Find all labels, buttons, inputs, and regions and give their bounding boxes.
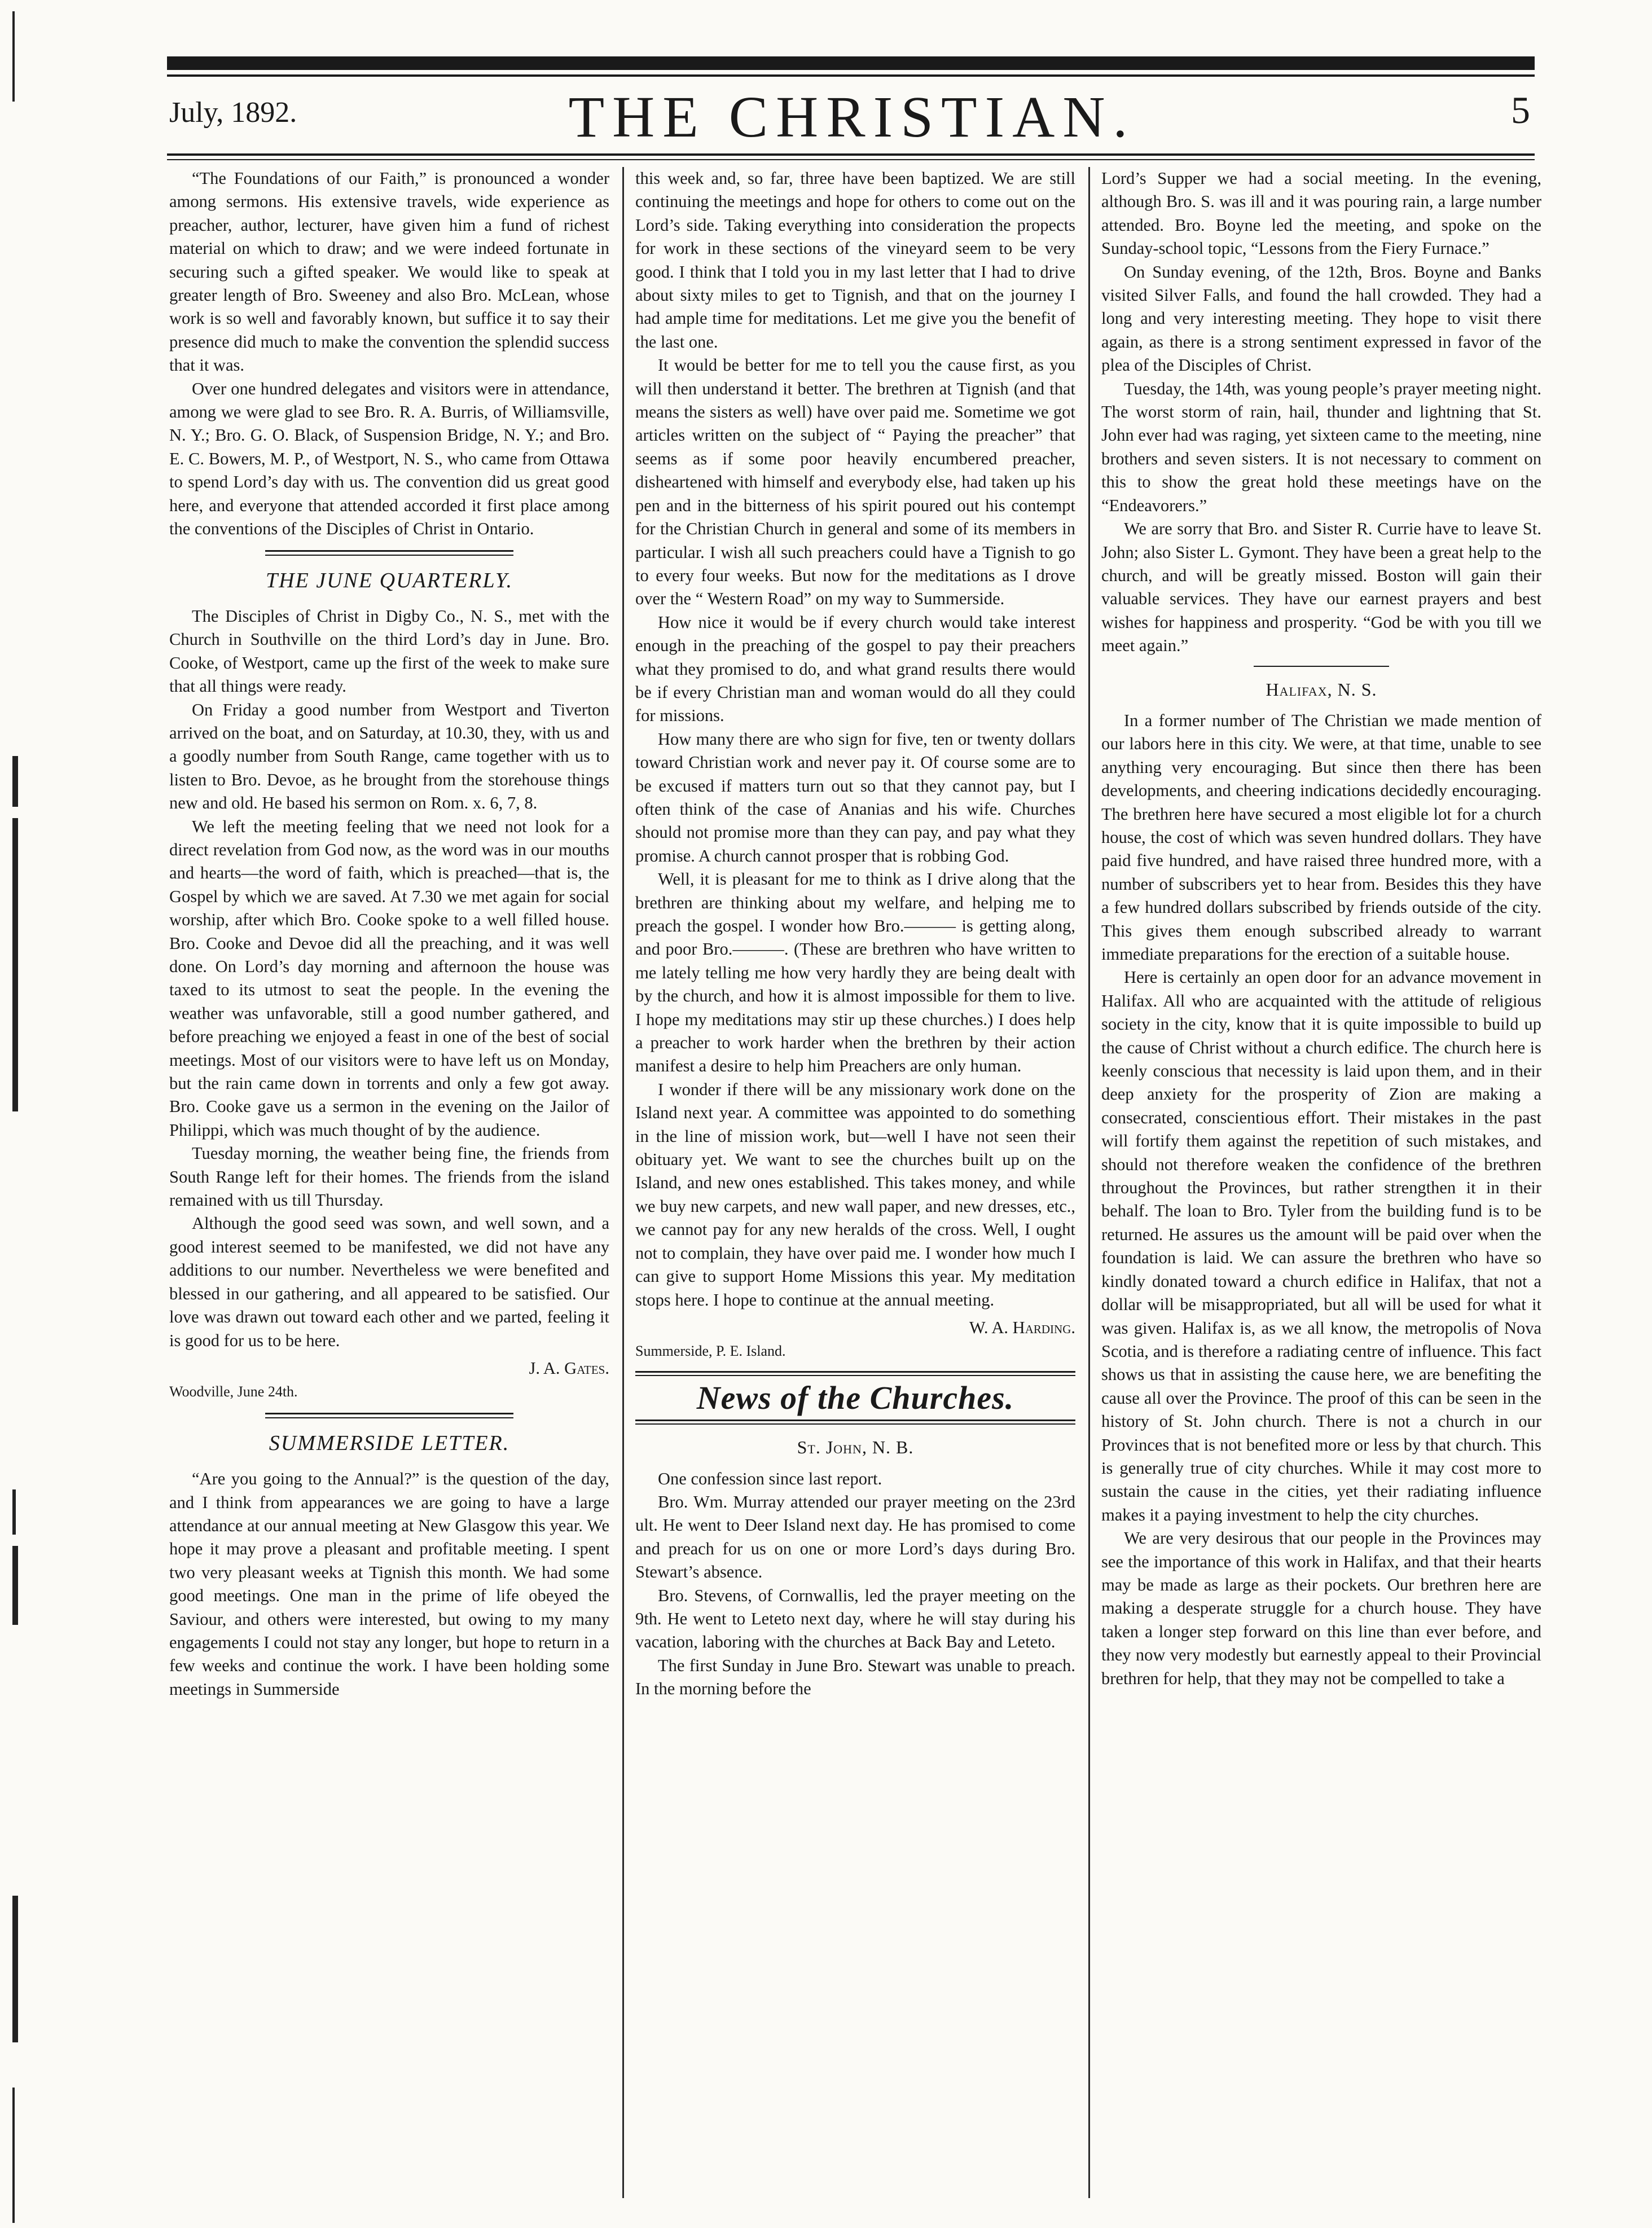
signature-harding: W. A. Harding. xyxy=(969,1317,1075,1337)
paragraph: How many there are who sign for five, ten or twenty dollars toward Christian work and never pay it. Of course some are to be excused if matters turn out so that they cannot pay, but I often think of the case of Ananias and his wife. Churches should not promise more than they can pay, and pay what they promise. A church cannot prosper that is robbing God. xyxy=(635,729,1075,865)
paragraph: Bro. Stevens, of Cornwallis, led the prayer meeting on the 9th. He went to Leteto next day, where he will stay during his vacation, laboring with the churches at Back Bay and Leteto. xyxy=(635,1585,1075,1652)
section-divider xyxy=(635,1371,1075,1373)
subheading-st-john: St. John, N. B. xyxy=(797,1437,914,1458)
paragraph: Well, it is pleasant for me to think as I drive along that the brethren are thinking about my welfare, and helping me to preach the gospel. I wonder how Bro.——— is getting along, and poor Bro.———. (These are brethren who have written to me lately telling me how very hardly they are being dealt with by the church, and how it is almost impossible for them to live. I hope my meditations may stir up these churches.) I does help a preacher to work harder when the brethren by their action manifest a desire to help him Preachers are only human. xyxy=(635,869,1075,1076)
binding-margin xyxy=(0,0,34,2228)
section-divider xyxy=(265,1413,513,1418)
paragraph: One confession since last report. xyxy=(658,1469,882,1488)
paragraph: I wonder if there will be any missionary work done on the Island next year. A committee was appointed to do something in the line of mission work, but—well I have not seen their obituary yet. We want to see the churches built up on the Island, and new ones established. This takes money, and while we buy new carpets, and new wall paper, and new dresses, etc., we cannot pay for any new heralds of the cross. Well, I ought not to complain, they have over paid me. I wonder how much I can give to support Home Missions this year. My meditation stops here. I hope to continue at the annual meeting. xyxy=(635,1079,1075,1309)
paragraph: In a former number of The Christian we made mention of our labors here in this city. We were, at that time, unable to see anything very encouraging. But since then there has been developments, and cheering indications decidedly encouraging. The brethren here have secured a most eligible lot for a church house, the cost of which was seven hundred dollars. They have paid five hundred, and have raised three hundred more, with a number of subscribers yet to hear from. Besides this they have a few hundred dollars subscribed by friends outside of the city. This gives them enough subscribed already to warrant immediate preparations for the erection of a suitable house. xyxy=(1101,710,1541,964)
dateline-summerside: Summerside, P. E. Island. xyxy=(635,1343,786,1360)
paragraph: We are very desirous that our people in the Provinces may see the importance of this work in Halifax, and that their hearts may be made as large as their pockets. Our brethren here are making a desperate struggle for a church house. They have taken a longer step forward on this line than ever before, and they now very modestly but earnestly appeal to their Provincial brethren for help, that they may not be compelled to take a xyxy=(1101,1528,1541,1688)
column-2 xyxy=(635,167,1075,1701)
section-divider xyxy=(265,550,513,556)
section-heading-news-of-the-churches: News of the Churches. xyxy=(696,1379,1014,1416)
column-1 xyxy=(169,167,609,1701)
paragraph: Tuesday, the 14th, was young people’s prayer meeting night. The worst storm of rain, hail, thunder and lightning that St. John ever had was raging, yet sixteen came to the meeting, nine brothers and seven sisters. It is not necessary to comment on this to show the great hold these meetings have on the “Endeavorers.” xyxy=(1101,379,1541,515)
paragraph: Lord’s Supper we had a social meeting. In the evening, although Bro. S. was ill and it was pouring rain, a large number attended. Bro. Boyne led the meeting, and spoke on the Sunday-school topic, “Lessons from the Fiery Furnace.” xyxy=(1101,169,1541,258)
section-divider xyxy=(635,1420,1075,1421)
section-heading-summerside-letter: SUMMERSIDE LETTER. xyxy=(269,1431,510,1455)
subheading-halifax: Halifax, N. S. xyxy=(1266,679,1377,700)
paragraph: It would be better for me to tell you the cause first, as you will then understand it better. The brethren at Tignish (and that means the sisters as well) have over paid me. Sometime we got articles written on the subject of “ Paying the preacher” that seems as if some poor heavily encumbered preacher, disheartened with himself and everybody else, had taken up his pen and in the bitterness of his spirit poured out his contempt for the Christian Church in general and some of its members in particular. I wish all such preachers could have a Tignish to go to every four weeks. But now for the meditations as I drove over the “ Western Road” on my way to Summerside. xyxy=(635,355,1075,609)
section-divider xyxy=(1254,666,1389,667)
page-number: 5 xyxy=(1511,89,1530,131)
paragraph: On Sunday evening, of the 12th, Bros. Boyne and Banks visited Silver Falls, and found the hall crowded. They had a long and very interesting meeting. They hope to visit there again, as there is a strong sentiment expressed in favor of the plea of the Disciples of Christ. xyxy=(1101,262,1541,375)
paragraph: “Are you going to the Annual?” is the question of the day, and I think from appearances we are going to have a large attendance at our annual meeting at New Glasgow this year. We hope it may prove a pleasant and profitable meeting. I spent two very pleasant weeks at Tignish this month. We had some good meetings. One man in the prime of life obeyed the Saviour, and others were interested, but owing to my many engagements I could not stay any longer, but hope to return in a few weeks and continue the work. I have been holding some meetings in Summerside xyxy=(169,1469,609,1699)
paragraph: On Friday a good number from Westport and Tiverton arrived on the boat, and on Saturday, at 10.30, they, with us and a goodly number from South Range, came together with us to listen to Bro. Devoe, as he brought from the storehouse things new and old. He based his sermon on Rom. x. 6, 7, 8. xyxy=(169,700,609,813)
paragraph: The Disciples of Christ in Digby Co., N. S., met with the Church in Southville on the third Lord’s day in June. Bro. Cooke, of Westport, came up the first of the week to make sure that all things were ready. xyxy=(169,606,609,696)
paragraph: “The Foundations of our Faith,” is pronounced a wonder among sermons. His extensive travels, wide experience as preacher, author, lecturer, have given him a fund of richest material on which to draw; and we were indeed fortunate in securing such a gifted speaker. We would like to speak at greater length of Bro. Sweeney and also Bro. McLean, whose work is so well and favorably known, but suffice it to say their presence did much to make the convention the splendid success that it was. xyxy=(169,169,609,375)
newspaper-title: THE CHRISTIAN. xyxy=(568,85,1136,150)
column-3 xyxy=(1101,167,1541,1690)
paragraph: Bro. Wm. Murray attended our prayer meeting on the 23rd ult. He went to Deer Island next day. He has promised to come and preach for us on one or more Lord’s days during Bro. Stewart’s absence. xyxy=(635,1492,1075,1582)
paragraph: Although the good seed was sown, and well sown, and a good interest seemed to be manifested, we did not have any additions to our number. Nevertheless we were benefited and blessed in our gathering, and all appeared to be satisfied. Our love was drawn out toward each other and we parted, feeling it is good for us to be here. xyxy=(169,1214,609,1350)
issue-date: July, 1892. xyxy=(169,96,297,129)
header-rule-thin xyxy=(167,159,1535,160)
signature-gates: J. A. Gates. xyxy=(529,1358,609,1378)
header-rule xyxy=(167,153,1535,156)
section-divider-thin xyxy=(635,1375,1075,1376)
paragraph: Over one hundred delegates and visitors were in attendance, among we were glad to see Bro. R. A. Burris, of Williamsville, N. Y.; Bro. G. O. Black, of Suspension Bridge, N. Y.; and Bro. E. C. Bowers, M. P., of Westport, N. S., who came from Ottawa to spend Lord’s day with us. The convention did us great good here, and everyone that attended accorded it first place among the conventions of the Disciples of Christ in Ontario. xyxy=(169,379,609,539)
section-divider-thin xyxy=(635,1423,1075,1425)
dateline-woodville: Woodville, June 24th. xyxy=(169,1383,298,1400)
paragraph: The first Sunday in June Bro. Stewart was unable to preach. In the morning before the xyxy=(635,1655,1075,1699)
paragraph: this week and, so far, three have been baptized. We are still continuing the meetings and hope for others to come out on the Lord’s side. Taking everything into consideration the propects for work in these sections of the vineyard seem to be very good. I think that I told you in my last letter that I had to drive about sixty miles to get to Tignish, and that on the journey I had ample time for meditations. Let me give you the benefit of the last one. xyxy=(635,169,1075,351)
paragraph: Tuesday morning, the weather being fine, the friends from South Range left for their homes. The friends from the island remained with us till Thursday. xyxy=(169,1144,609,1210)
section-heading-june-quarterly: THE JUNE QUARTERLY. xyxy=(265,568,513,592)
paragraph: We are sorry that Bro. and Sister R. Currie have to leave St. John; also Sister L. Gymont. They have been a great help to the church, and will be greatly missed. Boston will gain their valuable services. They have our earnest prayers and best wishes for happiness and prosperity. “God be with you till we meet again.” xyxy=(1101,519,1541,656)
paragraph: How nice it would be if every church would take interest enough in the preaching of the gospel to pay their preachers what they promised to do, and what grand results there would be if every Christian man and woman would do all they could for missions. xyxy=(635,612,1075,726)
column-divider-2 xyxy=(1088,167,1090,2198)
masthead xyxy=(169,84,1535,151)
column-divider-1 xyxy=(622,167,624,2198)
paragraph: Here is certainly an open door for an advance movement in Halifax. All who are acquainted with the attitude of religious society in the city, know that it is quite impossible to build up the cause of Christ without a church edifice. The church here is keenly conscious that necessity is laid upon them, and in their deep anxiety for the prosperity of Zion are making a consecrated, conscientious effort. Their mistakes in the past will fortify them against the repetition of such mistakes, and should not therefore weaken the confidence of the brethren throughout the Provinces, but rather strengthen it in their behalf. The loan to Bro. Tyler from the building fund is to be returned. He assures us the amount will be paid over when the foundation is laid. We can assure the brethren who have so kindly donated toward a church edifice in Halifax, that not a dollar will be misappropriated, but all will be used for what it was given. Halifax is, as we all know, the metropolis of Nova Scotia, and is therefore a radiating centre of influence. This fact shows us that in assisting the cause here, we are benefiting the cause all over the Province. The proof of this can be seen in the history of St. John church. There is not a church in our Provinces that is not benefited more or less by that church. This is generally true of city churches. While it may cost more to sustain the cause in the cities, yet their radiating influence makes it a paying investment to help the city churches. xyxy=(1101,968,1541,1524)
top-rule-thick xyxy=(167,56,1535,70)
paragraph: We left the meeting feeling that we need not look for a direct revelation from God now, as the word was in our mouths and hearts—the word of faith, which is preached—that is, the Gospel by which we are saved. At 7.30 we met again for social worship, after which Bro. Cooke spoke to a well filled house. Bro. Cooke and Devoe did all the preaching, and it was well done. On Lord’s day morning and afternoon the house was taxed to its utmost to seat the people. In the evening the weather was unfavorable, still a good number gathered, and before preaching we enjoyed a feast in one of the best of social meetings. Most of our visitors were to have left us on Monday, but the rain came down in torrents and only a few got away. Bro. Cooke gave us a sermon in the evening on the Jailor of Philippi, which was much thought of by the audience. xyxy=(169,816,609,1140)
top-rule-thin xyxy=(167,74,1535,77)
